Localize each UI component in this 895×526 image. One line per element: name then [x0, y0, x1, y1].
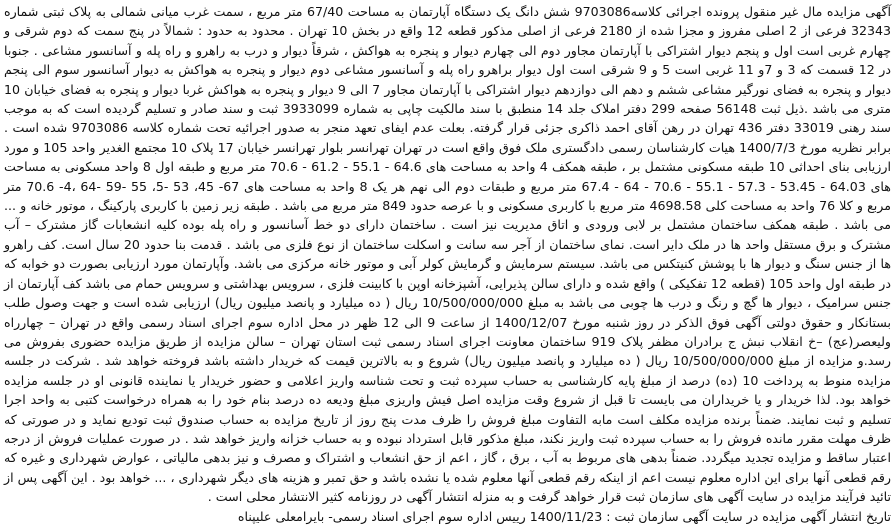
auction-notice-footer: تاریخ انتشار آگهی مزایده در سایت آگهی سازمان ثبت : 1400/11/23 رییس اداره سوم اجرای اسناد رسمی- بایرامعلی علیپناه — [237, 508, 891, 524]
auction-notice-body: آگهی مزایده مال غیر منقول پرونده اجرائی کلاسه9703086 شش دانگ یک دستگاه آپارتمان به مساحت 67/40 متر مربع ، سمت غرب میانی شمالی به پلاک ثبتی شماره 32343 فرعی از 2 اصلی مفروز و مجزا شده از 2180 فرعی از اصلی مذکور قطعه 12 واقع در بخش 10 تهران . محدود به حدود : شمالاً در پنج سمت که دوم شرقی و چهارم غربی است اول و پنجم دیوار اشتراکی با آپارتمان مجاور دوم الی چهارم دیوار و پنجره به هواکش ، شرقاً دیوار و درب به راهرو و راه پله و آسانسور مشاعی . جنوبا در 12 قسمت که 3 و 7و 11 غربی است 5 و 9 شرقی است اول دیوار براهرو راه پله و آسانسور مشاعی دوم دیوار و پنجره به هواکش به دیوار آسانسور سوم الی پنجم دیوار و پنجره به فضای نورگیر مشاعی ششم و دهم الی دوازدهم دیوار اشتراکی با آپارتمان مجاور 7 الی 9 دیوار و پنجره به هواکش غربا دیوار و پنجره به فضای خیابان 10 متری می باشد .ذیل ثبت 56148 صفحه 299 دفتر املاک جلد 14 منطبق با سند مالکیت چاپی به شماره 3933099 ثبت و سند صادر و تسلیم گردیده است که به موجب سند رهنی 33019 دفتر 436 تهران در رهن آقای احمد ذاکری جزئی قرار گرفته. بعلت عدم ایفای تعهد منجر به صدور اجرائیه تحت شماره کلاسه 9703086 شده است . برابر نظریه مورخ 1400/7/3 هیات کارشناسان رسمی دادگستری ملک فوق واقع است در تهران تهرانسر بلوار تهرانسر خیابان 17 پلاک 10 مجتمع الغدیر واحد 105 و مورد ارزیابی بنای احداثی 10 طبقه مسکونی مشتمل بر ، طبقه همکف 4 واحد به مساحت های 64.6 - 55.1 - 61.2 - 70.6 متر مربع و طبقه اول 8 واحد مسکونی به مساحت های 64.03 - 53.45 - 57.3 - 55.1 - 70.6 - 64 - 67.4 متر مربع و طبقات دوم الی نهم هر یک 8 واحد به مساحت های 67- 45، 53 -5، 55 -59 -64 ،4- 70.6 متر مربع و کلا 76 واحد به مساحت کلی 4698.58 متر مربع با کاربری مسکونی و با عرصه حدود 849 متر مربع می باشد . طبقه زیر زمین با کاربری پارکینگ ، موتور خانه و ... می باشد . طبقه همکف ساختمان مشتمل بر لابی ورودی و اتاق مدیریت نیز است . ساختمان دارای دو خط آسانسور و راه پله بوده کلیه انشعابات گاز مشترک – آب مشترک و برق مستقل واحد ها در ملک دایر است. نمای ساختمان از آجر سه سانت و اسکلت ساختمان از نوع فلزی می باشد . قدمت بنا حدود 20 سال است. کف راهرو ها از جنس سنگ و دیوار ها با پوشش کنیتکس می باشد. سیستم سرمایش و گرمایش کولر آبی و موتور خانه مرکزی می باشد. وآپارتمان مورد ارزیابی بصورت دو خوابه که در طبقه اول واحد 105 (قطعه 12 تفکیکی ) واقع شده و دارای سالن پذیرایی، آشپزخانه اوپن با کابینت فلزی ، سرویس بهداشتی و سرویس حمام می باشد کف آپارتمان از جنس سرامیک ، دیوار ها گچ و رنگ و درب ها چوبی می باشد به مبلغ 10/500/000/000 ریال ( ده میلیارد و پانصد میلیون ریال) ارزیابی شده است و جهت وصول طلب بستانکار و حقوق دولتی آگهی فوق الذکر در روز شنبه مورخ 1400/12/07 از ساعت 9 الی 12 ظهر در محل اداره سوم اجرای اسناد رسمی واقع در تهران – چهارراه ولیعصر(عج) –خ انقلاب نبش ج برادران مظفر پلاک 919 ساختمان معاونت اجرای اسناد رسمی ثبت استان تهران – سالن مزایده از طریق مزایده حضوری بفروش می رسد.و مزایده از مبلغ 10/500/000/000 ریال ( ده میلیارد و پانصد میلیون ریال) شروع و به بالاترین قیمت که خریدار داشته باشد فروخته خواهد شد . شرکت در جلسه مزایده منوط به پرداخت 10 (ده) درصد از مبلغ پایه کارشناسی به حساب سپرده ثبت و تحت شناسه واریز اعلامی و حضور خریدار یا نماینده قانونی او در جلسه مزایده خواهد بود. لذا خریدار و یا خریداران می بایست تا قبل از شروع وقت مزایده اصل فیش واریزی مبلغ ودیعه ده درصد بنام خود را به همراه درخواست کتبی به واحد اجرا تسلیم و ثبت نمایند. ضمناً برنده مزایده مکلف است مابه التفاوت مبلغ فروش را ظرف مدت پنج روز از تاریخ مزایده به حساب صندوق ثبت تودیع نماید و در صورتی که ظرف مهلت مقرر مانده فروش را به حساب سپرده ثبت واریز نکند، مبلغ مذکور قابل استرداد نبوده و به حساب خزانه واریز خواهد شد . در صورت عملیات فروش از درجه اعتبار ساقط و مزایده تجدید میگردد. ضمناً بدهی های مربوط به آب ، برق ، گاز ، اعم از حق انشعاب و اشتراک و مصرف و نیز بدهی مالیاتی ، عوارض شهرداری و غیره که رقم قطعی آنها برای این اداره معلوم نیست اعم از اینکه رقم قطعی آنها معلوم شده یا نشده باشد و حق تمبر و هزینه های دیگر شهرداری ، ... خواهد بود . این آگهی پس از تائید فرآیند مزایده در سایت آگهی های سازمان ثبت قرار خواهد گرفت و به منزله انتشار آگهی در روزنامه کثیر الانتشار محلی است . — [4, 4, 892, 505]
